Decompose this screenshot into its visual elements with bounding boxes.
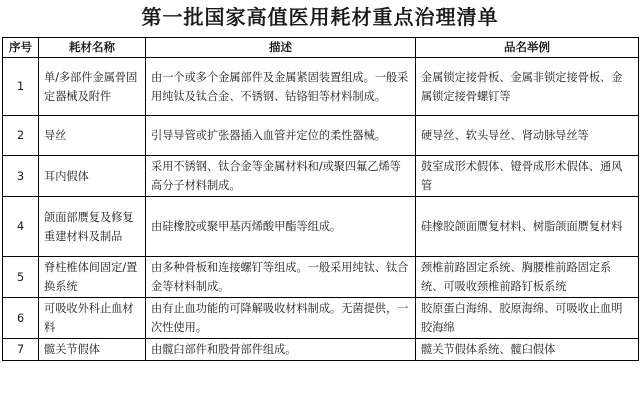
- row-examples: 鼓室成形术假体、镫骨成形术假体、通风管: [416, 156, 639, 197]
- row-number: 2: [3, 116, 39, 156]
- row-description: 由有止血功能的可降解吸收材料制成。无菌提供，一次性使用。: [146, 298, 416, 339]
- row-name: 单/多部件金属骨固定器械及附件: [39, 58, 146, 116]
- table-row: [3, 298, 639, 339]
- row-name: 颌面部赝复及修复重建材料及制品: [39, 197, 146, 257]
- row-name: 髋关节假体: [39, 339, 146, 361]
- row-examples: 颈椎前路固定系统、胸腰椎前路固定系统、可吸收颈椎前路钉板系统: [416, 257, 639, 298]
- header-serial-number: 序号: [3, 38, 39, 58]
- header-product-examples: 品名举例: [416, 38, 639, 58]
- row-description: 由多种骨板和连接螺钉等组成。一般采用纯钛、钛合金等材料制成。: [146, 257, 416, 298]
- governance-list-table: [2, 37, 639, 361]
- row-name: 导丝: [39, 116, 146, 156]
- row-description: 由硅橡胶或聚甲基丙烯酸甲酯等组成。: [146, 197, 416, 257]
- header-description: 描述: [146, 38, 416, 58]
- row-name: 耳内假体: [39, 156, 146, 197]
- row-description: 由一个或多个金属部件及金属紧固装置组成。一般采用纯钛及钛合金、不锈钢、钴铬钼等材料制成。: [146, 58, 416, 116]
- row-examples: 硬导丝、软头导丝、肾动脉导丝等: [416, 116, 639, 156]
- row-name: 脊柱椎体间固定/置换系统: [39, 257, 146, 298]
- table-row: [3, 257, 639, 298]
- row-number: 1: [3, 58, 39, 116]
- document-title: 第一批国家高值医用耗材重点治理清单: [141, 5, 499, 29]
- row-examples: 髋关节假体系统、髋臼假体: [416, 339, 639, 361]
- table-row: [3, 156, 639, 197]
- row-examples: 金属锁定接骨板、金属非锁定接骨板、金属锁定接骨螺钉等: [416, 58, 639, 116]
- row-examples: 胶原蛋白海绵、胶原海绵、可吸收止血明胶海绵: [416, 298, 639, 339]
- row-number: 7: [3, 339, 39, 361]
- row-description: 由髋臼部件和股骨部件组成。: [146, 339, 416, 361]
- row-description: 采用不锈钢、钛合金等金属材料和/或聚四氟乙烯等高分子材料制成。: [146, 156, 416, 197]
- row-number: 4: [3, 197, 39, 257]
- row-number: 3: [3, 156, 39, 197]
- row-examples: 硅橡胶颌面赝复材料、树脂颌面赝复材料: [416, 197, 639, 257]
- header-consumable-name: 耗材名称: [39, 38, 146, 58]
- table-row: [3, 58, 639, 116]
- table-row: [3, 116, 639, 156]
- table-header-row: [3, 38, 639, 58]
- row-number: 6: [3, 298, 39, 339]
- row-number: 5: [3, 257, 39, 298]
- row-name: 可吸收外科止血材料: [39, 298, 146, 339]
- row-description: 引导导管或扩张器插入血管并定位的柔性器械。: [146, 116, 416, 156]
- table-row: [3, 197, 639, 257]
- table-row: [3, 339, 639, 361]
